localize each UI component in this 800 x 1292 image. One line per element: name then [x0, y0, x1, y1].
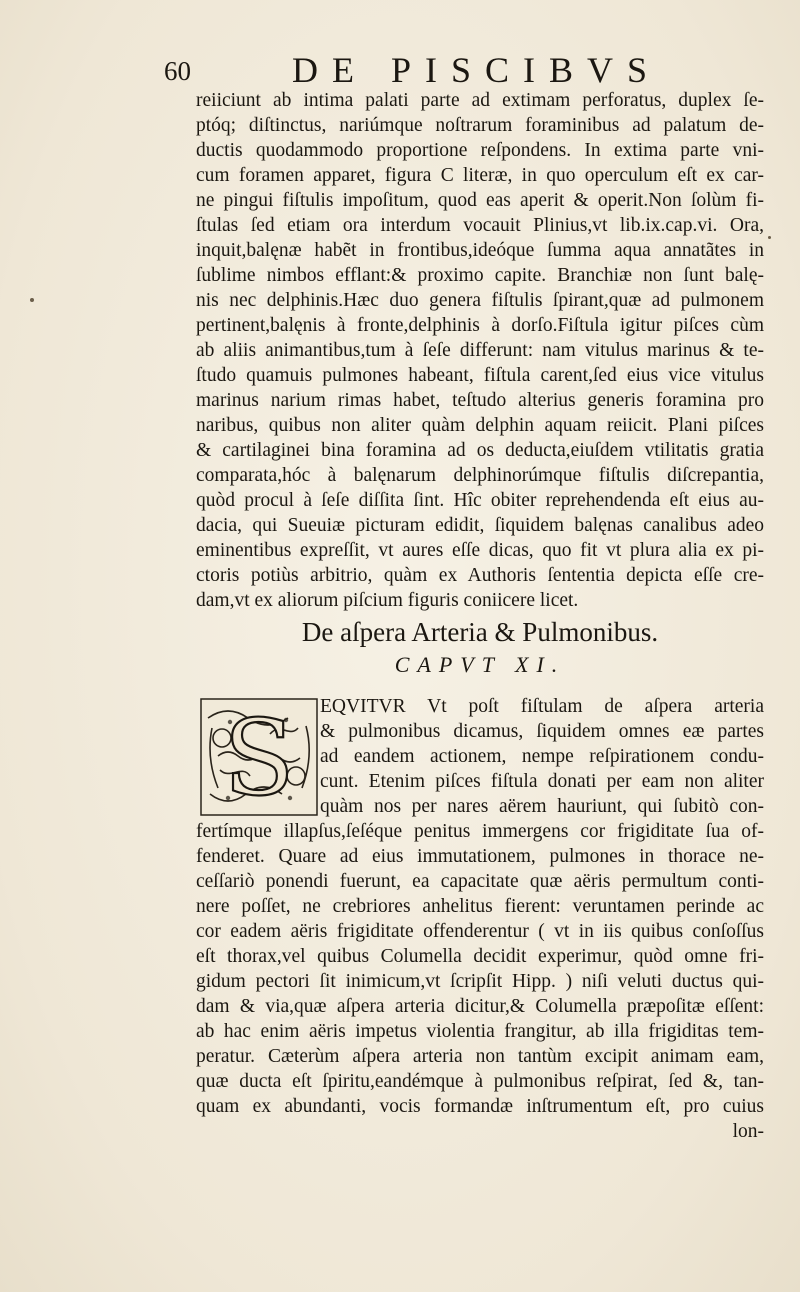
paper-spot [30, 298, 34, 302]
text-line: fenderet. Quare ad eius immutationem, pulmones in thorace ne- [196, 846, 764, 867]
text-line: reiiciunt ab intima palati parte ad extimam perforatus, duplex ſe- [196, 90, 764, 111]
text-line: ductis quodammodo proportione reſpondens. In extima parte vni- [196, 140, 764, 161]
text-line: peratur. Cæterùm aſpera arteria non tantùm excipit animam eam, [196, 1046, 764, 1067]
text-line: cum foramen apparet, figura C literæ, in quo operculum eſt ex car- [196, 165, 764, 186]
text-line: ab aliis animantibus,tum à ſeſe differunt: nam vitulus marinus & te- [196, 340, 764, 361]
text-line: nere poſſet, ne crebriores anhelitus fierent: veruntamen perinde ac [196, 896, 764, 917]
text-line: ſtudo quamuis pulmones habeant, fiſtula carent,ſed eius vice vitulus [196, 365, 764, 386]
paragraph-2 [196, 694, 764, 1144]
text-line: ſtulas ſed etiam ora interdum vocauit Plinius,vt lib.ix.cap.vi. Ora, [196, 215, 764, 236]
text-line: & cartilaginei bina foramina ad os deducta,eiuſdem vtilitatis gratia [196, 440, 764, 461]
paragraph-2-beside-initial [196, 694, 764, 819]
text-line: ne pingui fiſtulis impoſitum, quod eas aperit & operit.Non ſolùm fi- [196, 190, 764, 211]
running-title: DE PISCIBVS [292, 50, 662, 90]
text-line: ad eandem actionem, nempe reſpirationem condu- [320, 746, 764, 767]
folio-number: 60 [164, 56, 191, 86]
text-line: fertímque illapſus,ſeſéque penitus immergens cor frigiditate ſua of- [196, 821, 764, 842]
paper-spot [768, 236, 771, 239]
text-line: eminentibus expreſſit, vt aures eſſe dicas, quo fit vt plura alia ex pi- [196, 540, 764, 561]
text-line: ſublime nimbos efflant:& proximo capite. Branchiæ non ſunt balę- [196, 265, 764, 286]
text-line: ab hac enim aëris impetus violentia frangitur, ab illa frigiditas tem- [196, 1021, 764, 1042]
text-line: dam & via,quæ aſpera arteria dicitur,& Columella præpoſitæ eſſent: [196, 996, 764, 1017]
text-line: ptóq; diſtinctus, nariúmque noſtrarum foraminibus ad palatum de- [196, 115, 764, 136]
section-title: De aſpera Arteria & Pulmonibus. [301, 617, 659, 647]
paragraph-1 [196, 88, 764, 613]
text-line: eſt thorax,vel quibus Columella decidit experimur, quòd omne fri- [196, 946, 764, 967]
text-line: dam,vt ex aliorum piſcium figuris coniicere licet. [196, 590, 579, 611]
text-line: quam ex abundanti, vocis formandæ inſtrumentum eſt, pro cuius [196, 1096, 764, 1117]
catchword: lon- [732, 1121, 764, 1142]
page-header [164, 48, 764, 92]
text-line: gidum pectori ſit inimicum,vt ſcripſit Hipp. ) niſi veluti ductus qui- [196, 971, 764, 992]
text-line: comparata,hóc à balęnarum delphinorúmque fiſtulis diſcrepantia, [196, 465, 764, 486]
text-line: naribus, quibus non aliter quàm delphin aquam reiicit. Plani piſces [196, 415, 764, 436]
text-line: cunt. Etenim piſces fiſtula donati per eam non aliter [320, 771, 764, 792]
text-line: & pulmonibus dicamus, ſiquidem omnes eæ partes [320, 721, 764, 742]
text-line: quàm nos per nares aërem hauriunt, qui ſubitò con- [320, 796, 764, 817]
text-line: nis nec delphinis.Hæc duo genera fiſtulis ſpirant,quæ ad pulmonem [196, 290, 764, 311]
text-line: inquit,balęnæ habẽt in frontibus,ideóque ſumma aqua annatãtes in [196, 240, 764, 261]
text-line: quòd procul à ſeſe diſſita ſint. Hîc obiter reprehendenda eſt eius au- [196, 490, 764, 511]
text-line: EQVITVR Vt poſt fiſtulam de aſpera arteria [320, 696, 764, 717]
text-line: ceſſariò ponendi fuerunt, ea capacitate quæ aëris permultum conti- [196, 871, 764, 892]
text-line: pertinent,balęnis à fronte,delphinis à dorſo.Fiſtula igitur piſces cùm [196, 315, 764, 336]
paragraph-2-continued [196, 819, 764, 1119]
text-line: cor eadem aëris frigiditate offenderentur ( vt in iis quibus conſoſſus [196, 921, 764, 942]
text-line: ctoris potiùs arbitrio, quàm ex Authoris ſententia depicta eſſe cre- [196, 565, 764, 586]
text-line: quæ ducta eſt ſpiritu,eandémque à pulmonibus reſpirat, ſed &, tan- [196, 1071, 764, 1092]
dropcap-letter: S [223, 698, 295, 816]
text-line: dacia, qui Sueuiæ picturam edidit, ſiquidem balęnas canalibus adeo [196, 515, 764, 536]
text-line: marinus narium rimas habet, teſtudo alterius generis foramina pro [196, 390, 764, 411]
chapter-label: CAPVT XI. [394, 652, 566, 677]
